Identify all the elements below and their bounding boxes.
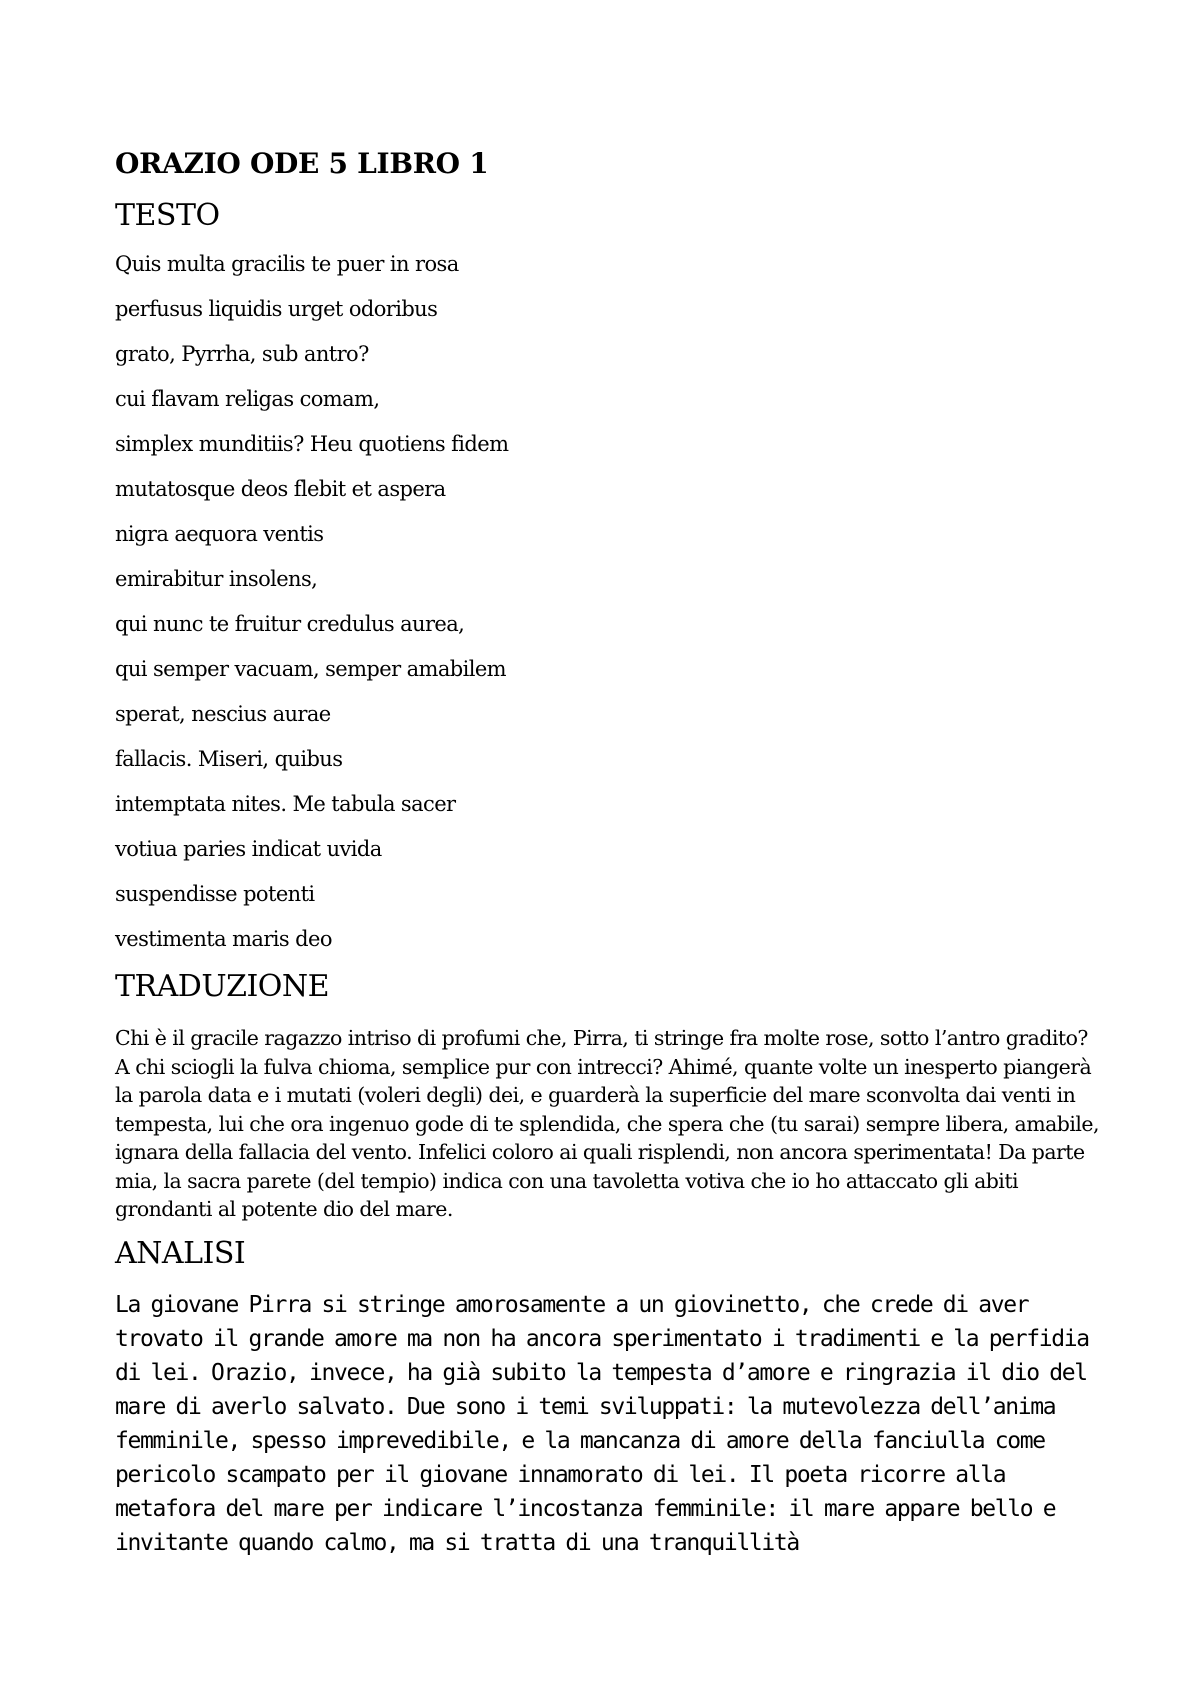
- section-heading-traduzione: TRADUZIONE: [115, 969, 330, 1004]
- verse-line: votiua paries indicat uvida: [115, 837, 382, 861]
- verse-line: simplex munditiis? Heu quotiens fidem: [115, 432, 509, 456]
- verse-line: sperat, nescius aurae: [115, 702, 331, 726]
- verse-line: perfusus liquidis urget odoribus: [115, 297, 438, 321]
- translation-paragraph: Chi è il gracile ragazzo intriso di profumi che, Pirra, ti stringe fra molte rose, sotto l’antro gradito? A chi sciogli la fulva chioma, semplice pur con intrecci? Ahimé, quante volte un inesperto piangerà la parola data e i mutati (voleri degli) dei, e guarderà la superficie del mare sconvolta dai venti in tempesta, lui che ora ingenuo gode di te splendida, che spera che (tu sarai) sempre libera, amabile, ignara della fallacia del vento. Infelici coloro ai quali risplendi, non ancora sperimentata! Da parte mia, la sacra parete (del tempio) indica con una tavoletta votiva che io ho attaccato gli abiti grondanti al potente dio del mare.: [115, 1026, 1099, 1221]
- section-heading-analisi: ANALISI: [115, 1235, 246, 1271]
- verse-line: qui nunc te fruitur credulus aurea,: [115, 612, 465, 636]
- latin-verse-list: [115, 242, 1100, 962]
- verse-line: intemptata nites. Me tabula sacer: [115, 792, 456, 816]
- verse-line: qui semper vacuam, semper amabilem: [115, 657, 506, 681]
- verse-line: fallacis. Miseri, quibus: [115, 747, 343, 771]
- verse-line: Quis multa gracilis te puer in rosa: [115, 252, 459, 276]
- verse-line: nigra aequora ventis: [115, 522, 324, 546]
- verse-line: vestimenta maris deo: [115, 927, 332, 951]
- document-page: [115, 138, 1100, 1560]
- verse-line: grato, Pyrrha, sub antro?: [115, 342, 369, 366]
- document-title: ORAZIO ODE 5 LIBRO 1: [115, 147, 489, 180]
- verse-line: emirabitur insolens,: [115, 567, 318, 591]
- verse-line: cui flavam religas comam,: [115, 387, 380, 411]
- verse-line: suspendisse potenti: [115, 882, 315, 906]
- analysis-paragraph: La giovane Pirra si stringe amorosamente a un giovinetto, che crede di aver trovato il grande amore ma non ha ancora sperimentato i tradimenti e la perfidia di lei. Orazio, invece, ha già subito la tempesta d’amore e ringrazia il dio del mare di averlo salvato. Due sono i temi sviluppati: la mutevolezza dell’anima femminile, spesso imprevedibile, e la mancanza di amore della fanciulla come pericolo scampato per il giovane innamorato di lei. Il poeta ricorre alla metafora del mare per indicare l’incostanza femminile: il mare appare bello e invitante quando calmo, ma si tratta di una tranquillità: [115, 1291, 1089, 1556]
- section-heading-testo: TESTO: [115, 198, 220, 233]
- verse-line: mutatosque deos flebit et aspera: [115, 477, 446, 501]
